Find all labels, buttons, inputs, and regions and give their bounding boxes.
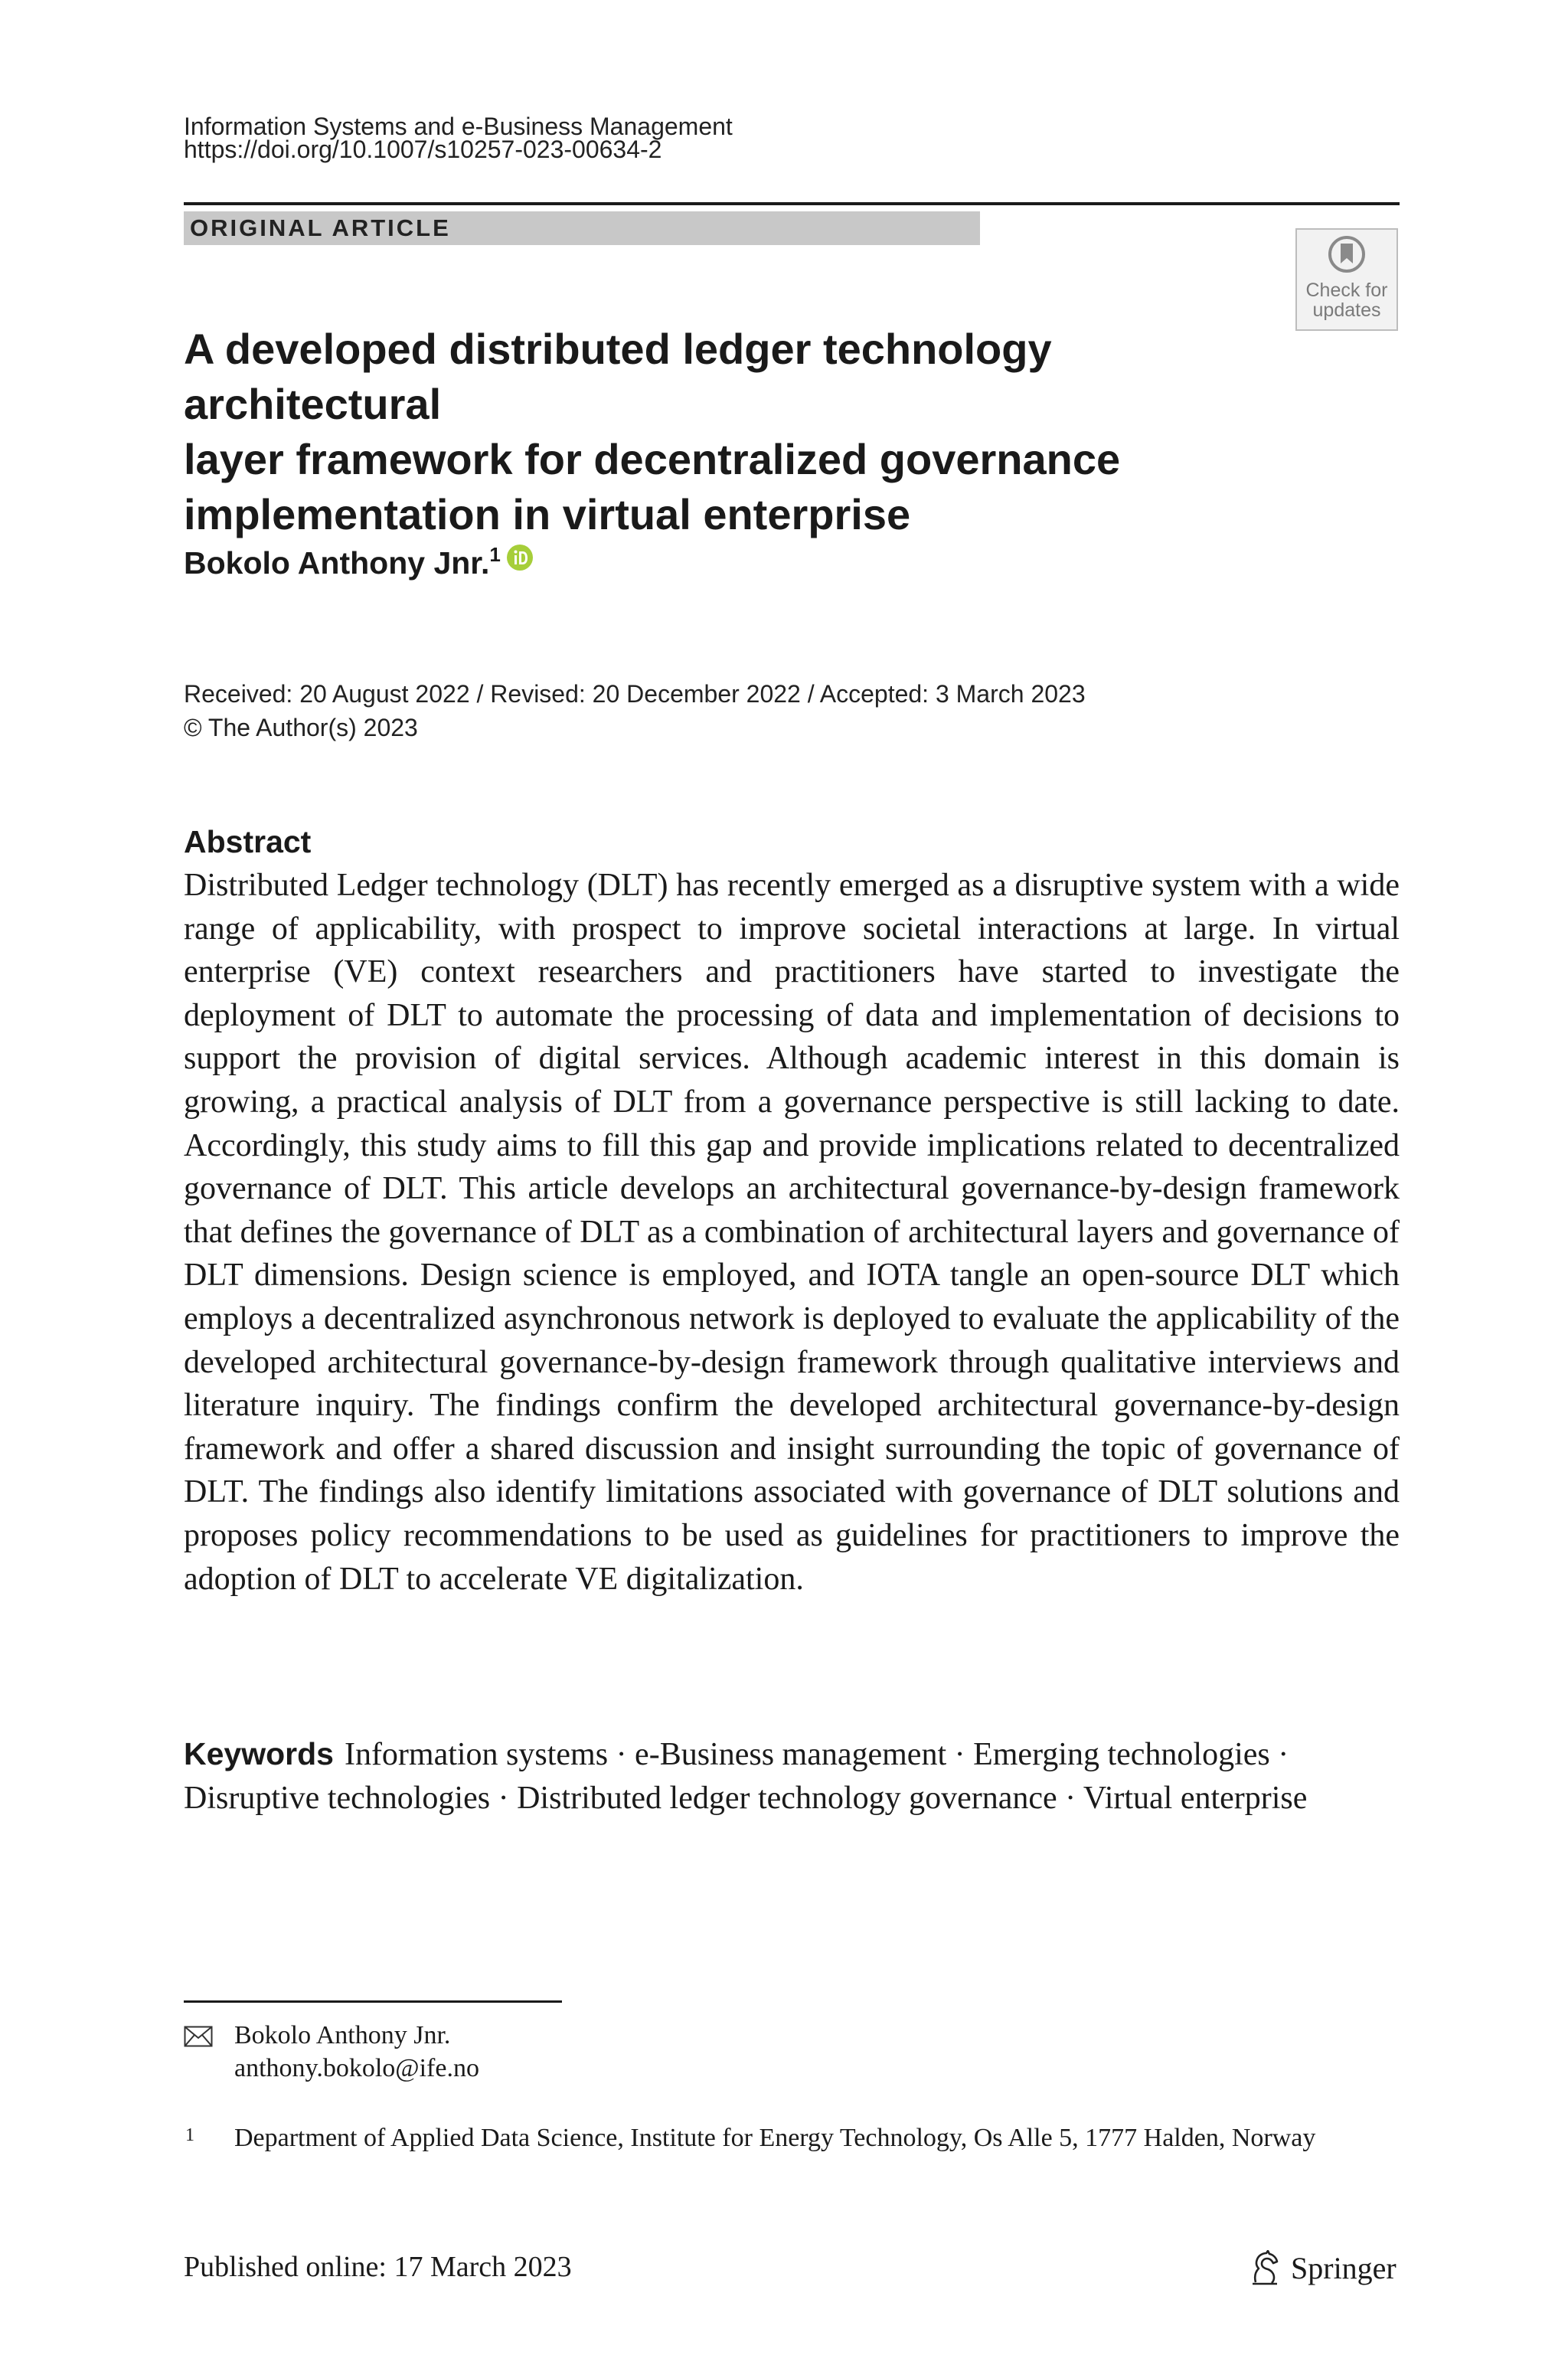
doi-link[interactable]: https://doi.org/10.1007/s10257-023-00634-2 (184, 136, 662, 163)
springer-horse-icon (1248, 2250, 1282, 2285)
journal-name: Information Systems and e-Business Management (184, 113, 733, 140)
affiliation-text: Department of Applied Data Science, Institute for Energy Technology, Os Alle 5, 1777 Halden, Norway (234, 2124, 1316, 2152)
abstract-text: Distributed Ledger technology (DLT) has recently emerged as a disruptive system with a wide range of applicability, with prospect to improve societal interactions at large. In virtual enterprise (VE) context researchers and practitioners have started to investigate the deployment of DLT to automate the processing of data and implementation of decisions to support the provision of digital services. Although academic interest in this domain is growing, a practical analysis of DLT from a governance perspective is still lacking to date. Accordingly, this study aims to fill this gap and provide implications related to decentralized governance of DLT. This article develops an architectural governance-by-design framework that defines the governance of DLT as a combination of architectural layers and governance of DLT dimensions. Design science is employed, and IOTA tangle an open-source DLT which employs a decentralized asynchronous network is deployed to evaluate the applicability of the developed architectural governance-by-design framework through qualitative interviews and literature inquiry. The findings confirm the developed architectural governance-by-design framework and offer a shared discussion and insight surrounding the topic of governance of DLT. The findings also identify limitations associated with governance of DLT solutions and proposes policy recommendations to be used as guidelines for practitioners to improve the adoption of DLT to accelerate VE digitalization. (184, 868, 1400, 1597)
author-line (184, 541, 533, 582)
affiliation-mark: 1 (489, 543, 501, 566)
orcid-icon[interactable] (507, 541, 533, 579)
title-line: A developed distributed ledger technology architectural (184, 325, 1052, 428)
abstract-heading: Abstract (184, 824, 312, 859)
correspondence-name: Bokolo Anthony Jnr. (234, 2021, 451, 2049)
history-dates: Received: 20 August 2022 / Revised: 20 December 2022 / Accepted: 3 March 2023 (184, 680, 1086, 708)
keywords-block (184, 1732, 1400, 1820)
article-title (184, 322, 1271, 542)
bookmark-check-icon (1328, 236, 1365, 273)
check-updates-line2: updates (1312, 299, 1381, 321)
author-name: Bokolo Anthony Jnr. (184, 545, 490, 581)
correspondence-email[interactable]: anthony.bokolo@ife.no (234, 2054, 479, 2082)
journal-info (184, 115, 733, 161)
publisher-logo (1248, 2247, 1401, 2290)
published-date: Published online: 17 March 2023 (184, 2251, 572, 2283)
affiliation-number: 1 (185, 2125, 194, 2145)
envelope-icon (184, 2026, 213, 2047)
check-for-updates-badge[interactable] (1295, 228, 1398, 331)
article-history (184, 677, 1086, 744)
article-type-banner: ORIGINAL ARTICLE (184, 211, 980, 245)
publisher-name: Springer (1291, 2251, 1396, 2285)
keywords-list: Information systems · e-Business management · Emerging technologies · Disruptive technologies · Distributed ledger technology governance · Virtual enterprise (184, 1737, 1308, 1816)
title-line: implementation in virtual enterprise (184, 490, 911, 538)
footnote-rule (184, 2000, 562, 2003)
header-rule (184, 202, 1400, 205)
copyright-notice: © The Author(s) 2023 (184, 714, 418, 741)
keywords-label: Keywords (184, 1736, 334, 1771)
title-line: layer framework for decentralized governance (184, 435, 1121, 483)
check-updates-line1: Check for (1305, 280, 1388, 301)
